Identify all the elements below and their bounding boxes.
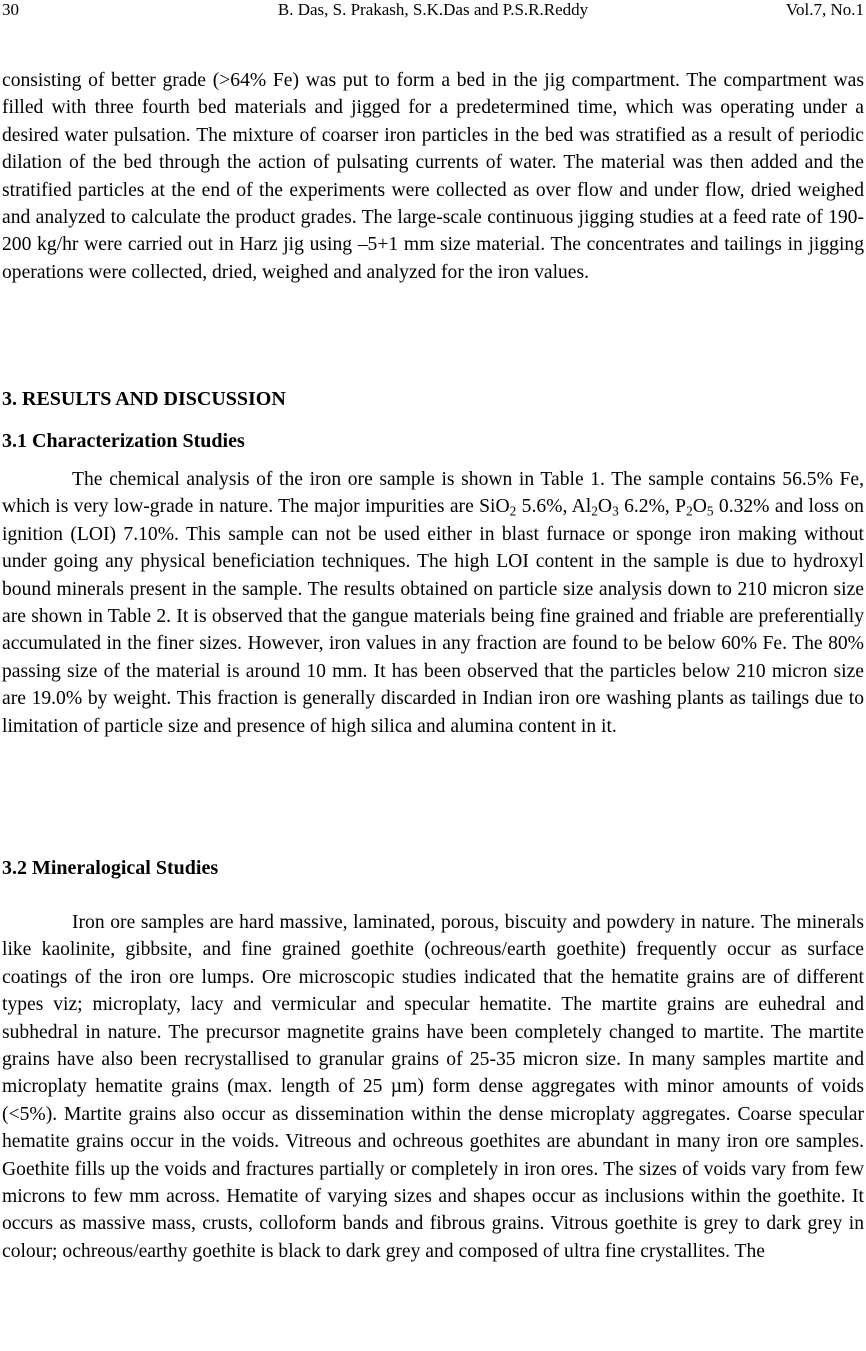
subscript: 3 xyxy=(612,504,619,520)
header-authors: B. Das, S. Prakash, S.K.Das and P.S.R.Reddy xyxy=(277,0,589,19)
text-run: O xyxy=(597,496,613,518)
paragraph-characterization xyxy=(2,466,864,740)
section-heading-results: 3. RESULTS AND DISCUSSION xyxy=(2,388,286,410)
subscript: 2 xyxy=(509,504,517,520)
text-run: 5.6%, Al xyxy=(516,496,592,518)
text-run: O xyxy=(692,496,707,518)
subscript: 2 xyxy=(591,504,598,520)
text-run: The chemical analysis of the iron ore sample is shown in Table 1. The sample contains 56.5% Fe, which is very low-grade in nature. The major impurities are SiO xyxy=(2,469,864,518)
running-header xyxy=(2,0,864,21)
text-run: 0.32% and loss on ignition (LOI) 7.10%. This sample can not be used either in blast furnace or sponge iron making without under going any physical beneficiation techniques. The high LOI content in the sample is due to hydroxyl bound minerals present in the sample. The results obtained on particle size analysis down to 210 micron size are shown in Table 2. It is observed that the gangue materials being fine grained and friable are preferentially accumulated in the finer sizes. However, iron values in any fraction are found to be below 60% Fe. The 80% passing size of the material is around 10 mm. It has been observed that the particles below 210 micron size are 19.0% by weight. This fraction is generally discarded in Indian iron ore washing plants as tailings due to limitation of particle size and presence of high silica and alumina content in it. xyxy=(2,496,864,737)
header-volume: Vol.7, No.1 xyxy=(785,0,864,19)
subscript: 2 xyxy=(686,504,693,520)
paragraph-mineralogical: Iron ore samples are hard massive, laminated, porous, biscuity and powdery in nature. The minerals like kaolinite, gibbsite, and fine grained goethite (ochreous/earth goethite) frequently occur as surface coatings of the iron ore lumps. Ore microscopic studies indicated that the hematite grains are of different types viz; microplaty, lacy and vermicular and specular hematite. The martite grains are euhedral and subhedral in nature. The precursor magnetite grains have been completely changed to martite. The martite grains have also been recrystallised to granular grains of 25-35 micron size. In many samples martite and microplaty hematite grains (max. length of 25 µm) form dense aggregates with minor amounts of voids (<5%). Martite grains also occur as dissemination within the dense microplaty aggregates. Coarse specular hematite grains occur in the voids. Vitreous and ochreous goethites are abundant in many iron ore samples. Goethite fills up the voids and fractures partially or completely in iron ores. The sizes of voids vary from few microns to few mm across. Hematite of varying sizes and shapes occur as inclusions within the goethite. It occurs as massive mass, crusts, colloform bands and fibrous grains. Vitrous goethite is grey to dark grey in colour; ochreous/earthy goethite is black to dark grey and composed of ultra fine crystallites. The xyxy=(2,912,864,1262)
subscript: 5 xyxy=(706,504,714,520)
paragraph-jigging-method: consisting of better grade (>64% Fe) was put to form a bed in the jig compartment. The compartment was filled with three fourth bed materials and jigged for a predetermined time, which was operating under a desired water pulsation. The mixture of coarser iron particles in the bed was stratified as a result of periodic dilation of the bed through the action of pulsating currents of water. The material was then added and the stratified particles at the end of the experiments were collected as over flow and under flow, dried weighed and analyzed to calculate the product grades. The large-scale continuous jigging studies at a feed rate of 190-200 kg/hr were carried out in Harz jig using –5+1 mm size material. The concentrates and tailings in jigging operations were collected, dried, weighed and analyzed for the iron values. xyxy=(2,70,864,283)
text-run: 6.2%, P xyxy=(618,496,687,518)
subsection-heading-characterization: 3.1 Characterization Studies xyxy=(2,430,245,452)
page-number: 30 xyxy=(2,0,19,19)
subsection-heading-mineralogical: 3.2 Mineralogical Studies xyxy=(2,857,219,879)
